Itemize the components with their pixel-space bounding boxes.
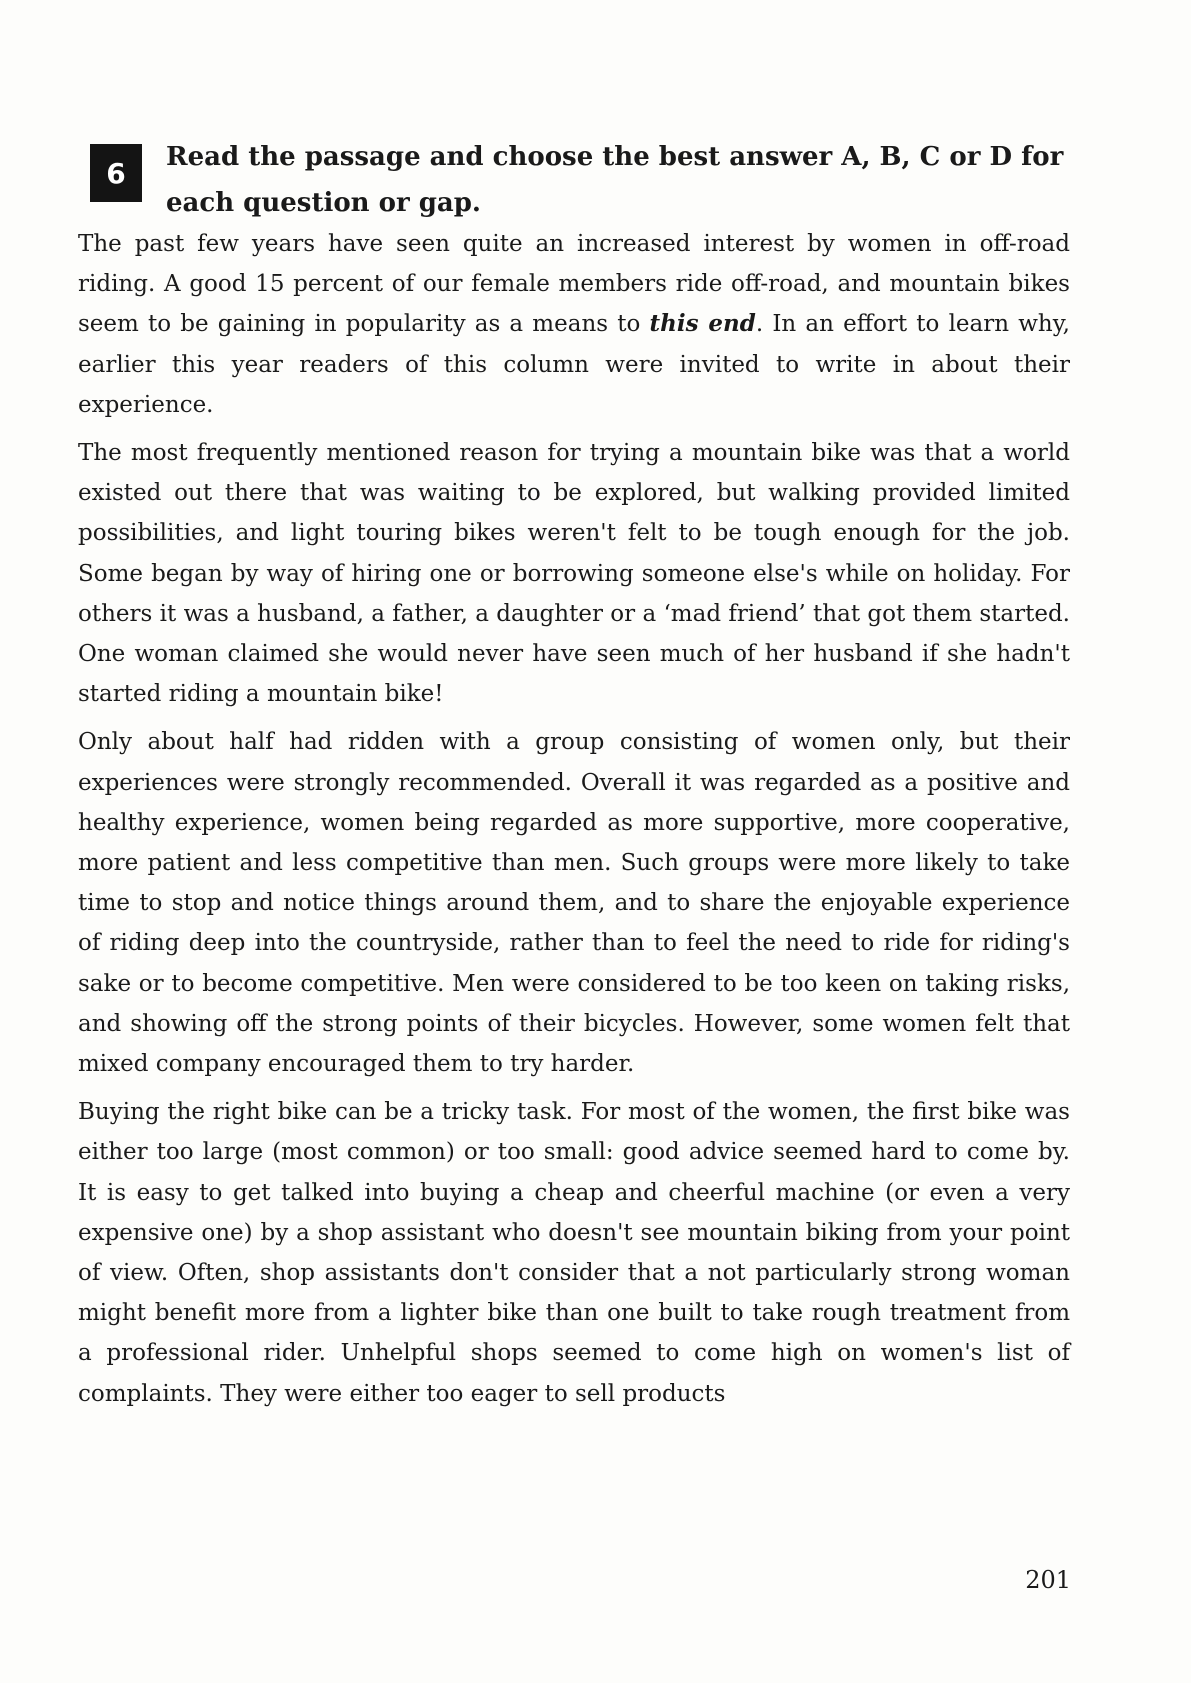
page-number: 201 — [1025, 1566, 1071, 1594]
paragraph-1-text-end: . In an effort to learn why, earlier this year readers of this column were invited to write in about their experience. — [78, 311, 1070, 418]
emphasized-phrase: this end — [649, 310, 756, 338]
reading-passage — [78, 224, 1070, 1422]
task-number-badge: 6 — [90, 144, 142, 202]
passage-paragraph-4: Buying the right bike can be a tricky task. For most of the women, the first bike was either too large (most common) or too small: good advice seemed hard to come by. It is easy to get talked into buying a cheap and cheerful machine (or even a very expensive one) by a shop assistant who doesn't see mountain biking from your point of view. Often, shop assistants don't consider that a not particularly strong woman might benefit more from a lighter bike than one built to take rough treatment from a professional rider. Unhelpful shops seemed to come high on women's list of complaints. They were either too eager to sell products — [78, 1099, 1070, 1407]
paragraph-1-text-start: The past few years have seen quite an increased interest by women in off-road riding. A good 15 percent of our female members ride off-road, and mountain bikes seem to be gaining in popularity as a means to — [78, 231, 1070, 338]
passage-paragraph-1 — [78, 224, 1070, 425]
passage-paragraph-3: Only about half had ridden with a group consisting of women only, but their experiences were strongly recommended. Overall it was regarded as a positive and healthy experience, women being regarded as more supportive, more cooperative, more patient and less competitive than men. Such groups were more likely to take time to stop and notice things around them, and to share the enjoyable experience of riding deep into the countryside, rather than to feel the need to ride for riding's sake or to become competitive. Men were considered to be too keen on taking risks, and showing off the strong points of their bicycles. However, some women felt that mixed company encouraged them to try harder. — [78, 729, 1070, 1078]
task-header — [90, 134, 1080, 218]
task-instruction: Read the passage and choose the best answer A, B, C or D for each question or gap. — [166, 142, 1064, 218]
passage-paragraph-2: The most frequently mentioned reason for trying a mountain bike was that a world existed out there that was waiting to be explored, but walking provided limited possibilities, and light touring bikes weren't felt to be tough enough for the job. Some began by way of hiring one or borrowing someone else's while on holiday. For others it was a husband, a father, a daughter or a ‘mad friend’ that got them started. One woman claimed she would never have seen much of her husband if she hadn't started riding a mountain bike! — [78, 440, 1070, 708]
